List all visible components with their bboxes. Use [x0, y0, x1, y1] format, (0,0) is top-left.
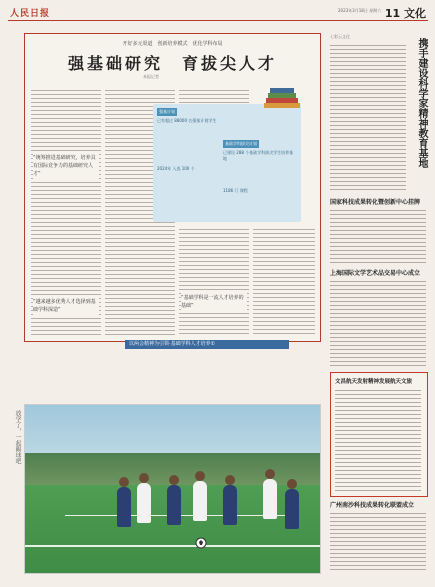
stat-2024: 2024年 入选 100 个: [157, 166, 195, 171]
series-strip: 以两会精神为引领·基础学科人才培养①: [125, 340, 289, 349]
stat-qiangji: 已有超过 88000 名强基计划学生: [157, 118, 217, 123]
lead-column-4: [253, 226, 315, 336]
pull-quote-1: “统筹推进基础研究，培养具有国际竞争力的基础研究人才”: [33, 152, 99, 180]
pull-quote-2: “越来越多优秀人才选择到基础学科深造”: [33, 296, 99, 316]
right-article-4: [330, 510, 426, 570]
masthead: [8, 6, 428, 21]
lead-byline: 本报记者: [143, 74, 159, 79]
pull-quote-3: “基础学科是一流人才培养的基础”: [181, 292, 247, 312]
column-tag: 七彩云文化: [330, 34, 350, 39]
lead-column-3: [179, 226, 249, 336]
right-article-1: [330, 42, 406, 192]
badge-bajian: 基础学科拔尖计划: [225, 141, 257, 146]
newspaper-logo: 人民日报: [10, 9, 51, 19]
highlighted-box: [330, 372, 428, 497]
page-number: 11 文化: [384, 7, 426, 20]
lead-headline: 强基础研究 育拔尖人才: [67, 54, 277, 73]
football-icon: [195, 537, 207, 549]
lead-kicker: 开好多元渠道 创新培养模式 优化学科布局: [122, 41, 223, 47]
stat-bajian: 已建设 288 个基础学科拔尖学生培养基地: [223, 150, 294, 161]
feature-photo: [24, 404, 321, 574]
books-icon: [262, 86, 302, 110]
right-article-2: [330, 207, 426, 263]
right-subhead-1: 国家科技成果转化暨创新中心挂牌: [330, 199, 421, 206]
right-subhead-3: 广州南沙科技成果转化联盟成立: [330, 502, 415, 509]
box-title: 文昌航天发射精神发展航天文旅: [335, 379, 413, 385]
infographic: [153, 104, 301, 222]
right-article-3: [330, 278, 426, 368]
box-body: [335, 387, 421, 491]
stat-courses: 1186 门 课程: [223, 188, 248, 193]
publication-date: 2023年3月18日 星期六: [338, 8, 382, 13]
right-headline: 携手建设科学家精神教育基地: [416, 38, 427, 168]
badge-qiangji: 强基计划: [159, 109, 175, 114]
right-subhead-2: 上海国际文学艺术品交易中心成立: [330, 270, 421, 277]
photo-caption: 放学了，一起踢球吧: [14, 410, 21, 464]
